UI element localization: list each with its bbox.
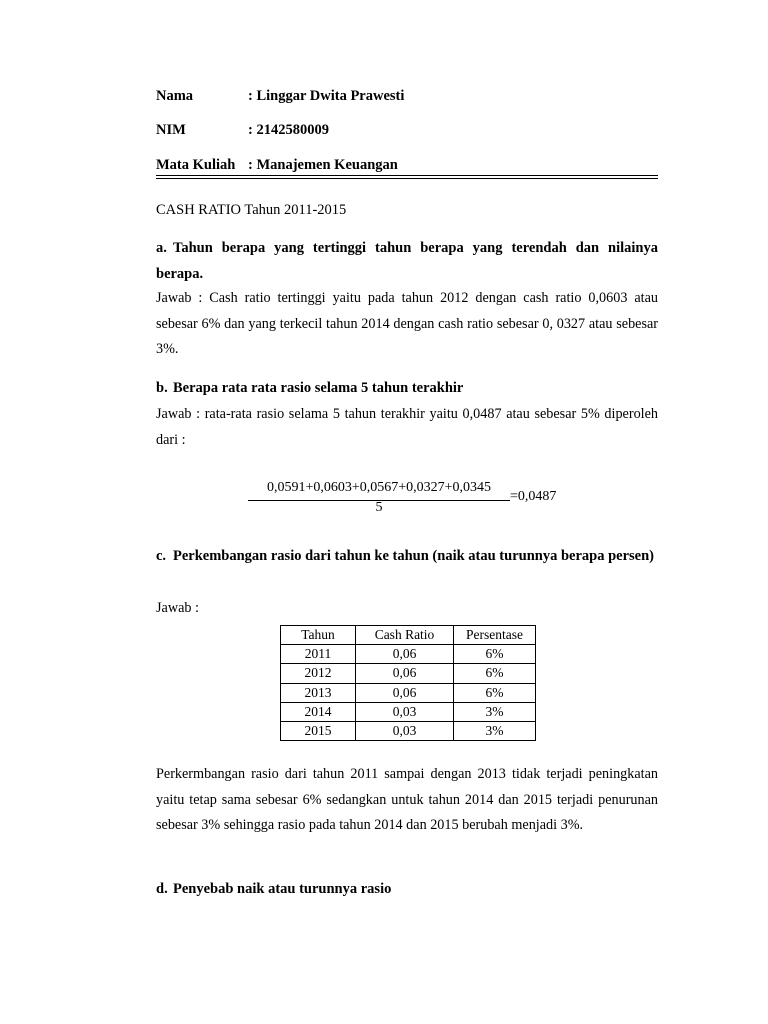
header-divider [156,175,658,179]
answer-b: Jawab : rata-rata rasio selama 5 tahun terakhir yaitu 0,0487 atau sebesar 5% diperoleh dari : [156,406,658,448]
percentage-cell: 6% [454,683,536,702]
question-b-number: b. [156,380,168,396]
table-row [281,683,536,702]
cash-ratio-cell: 0,06 [356,683,454,702]
question-d-text: Penyebab naik atau turunnya rasio [173,881,392,897]
name-label: Nama [156,88,194,104]
year-cell: 2013 [281,683,356,702]
cash-ratio-cell: 0,06 [356,645,454,664]
document-title: CASH RATIO Tahun 2011-2015 [156,202,347,218]
formula-result: =0,0487 [510,489,557,504]
cash-ratio-table [280,625,536,741]
year-cell: 2011 [281,645,356,664]
answer-a: Jawab : Cash ratio tertinggi yaitu pada tahun 2012 dengan cash ratio 0,0603 atau sebesar 6% dan yang terkecil tahun 2014 dengan cash ratio sebesar 0, 0327 atau sebesar 3%. [156,290,658,358]
course-value: : Manajemen Keuangan [248,157,398,173]
explanation-c: Perkermbangan rasio dari tahun 2011 sampai dengan 2013 tidak terjadi peningkatan yaitu tetap sama sebesar 6% sedangkan untuk tahun 2014 dan 2015 terjadi penurunan sebesar 3% sehingga rasio pada tahun 2014 dan 2015 berubah menjadi 3%. [156,766,658,834]
question-c-number: c. [156,548,167,564]
question-c-text: Perkembangan rasio dari tahun ke tahun (naik atau turunnya berapa persen) [173,548,654,564]
question-a [156,236,658,287]
percentage-cell: 3% [454,721,536,740]
formula-denominator: 5 [375,500,383,515]
question-a-number: a. [156,240,167,256]
question-d [156,877,658,903]
table-row [281,664,536,683]
question-a-text: Tahun berapa yang tertinggi tahun berapa yang terendah dan nilainya berapa. [156,240,658,282]
column-header: Persentase [454,626,536,645]
question-d-number: d. [156,881,168,897]
percentage-cell: 6% [454,645,536,664]
table-row [281,645,536,664]
nim-label: NIM [156,122,186,138]
cash-ratio-cell: 0,06 [356,664,454,683]
question-b-text: Berapa rata rata rasio selama 5 tahun terakhir [173,380,464,396]
table-header-row [281,626,536,645]
nim-value: : 2142580009 [248,122,329,138]
table-row [281,721,536,740]
year-cell: 2015 [281,721,356,740]
question-b [156,376,658,402]
answer-c-label: Jawab : [156,600,199,616]
table-row [281,702,536,721]
cash-ratio-cell: 0,03 [356,721,454,740]
percentage-cell: 6% [454,664,536,683]
percentage-cell: 3% [454,702,536,721]
question-c [156,544,658,570]
column-header: Cash Ratio [356,626,454,645]
course-label: Mata Kuliah [156,157,236,173]
column-header: Tahun [281,626,356,645]
year-cell: 2014 [281,702,356,721]
name-value: : Linggar Dwita Prawesti [248,88,405,104]
year-cell: 2012 [281,664,356,683]
formula-numerator: 0,0591+0,0603+0,0567+0,0327+0,0345 [266,480,492,495]
cash-ratio-cell: 0,03 [356,702,454,721]
